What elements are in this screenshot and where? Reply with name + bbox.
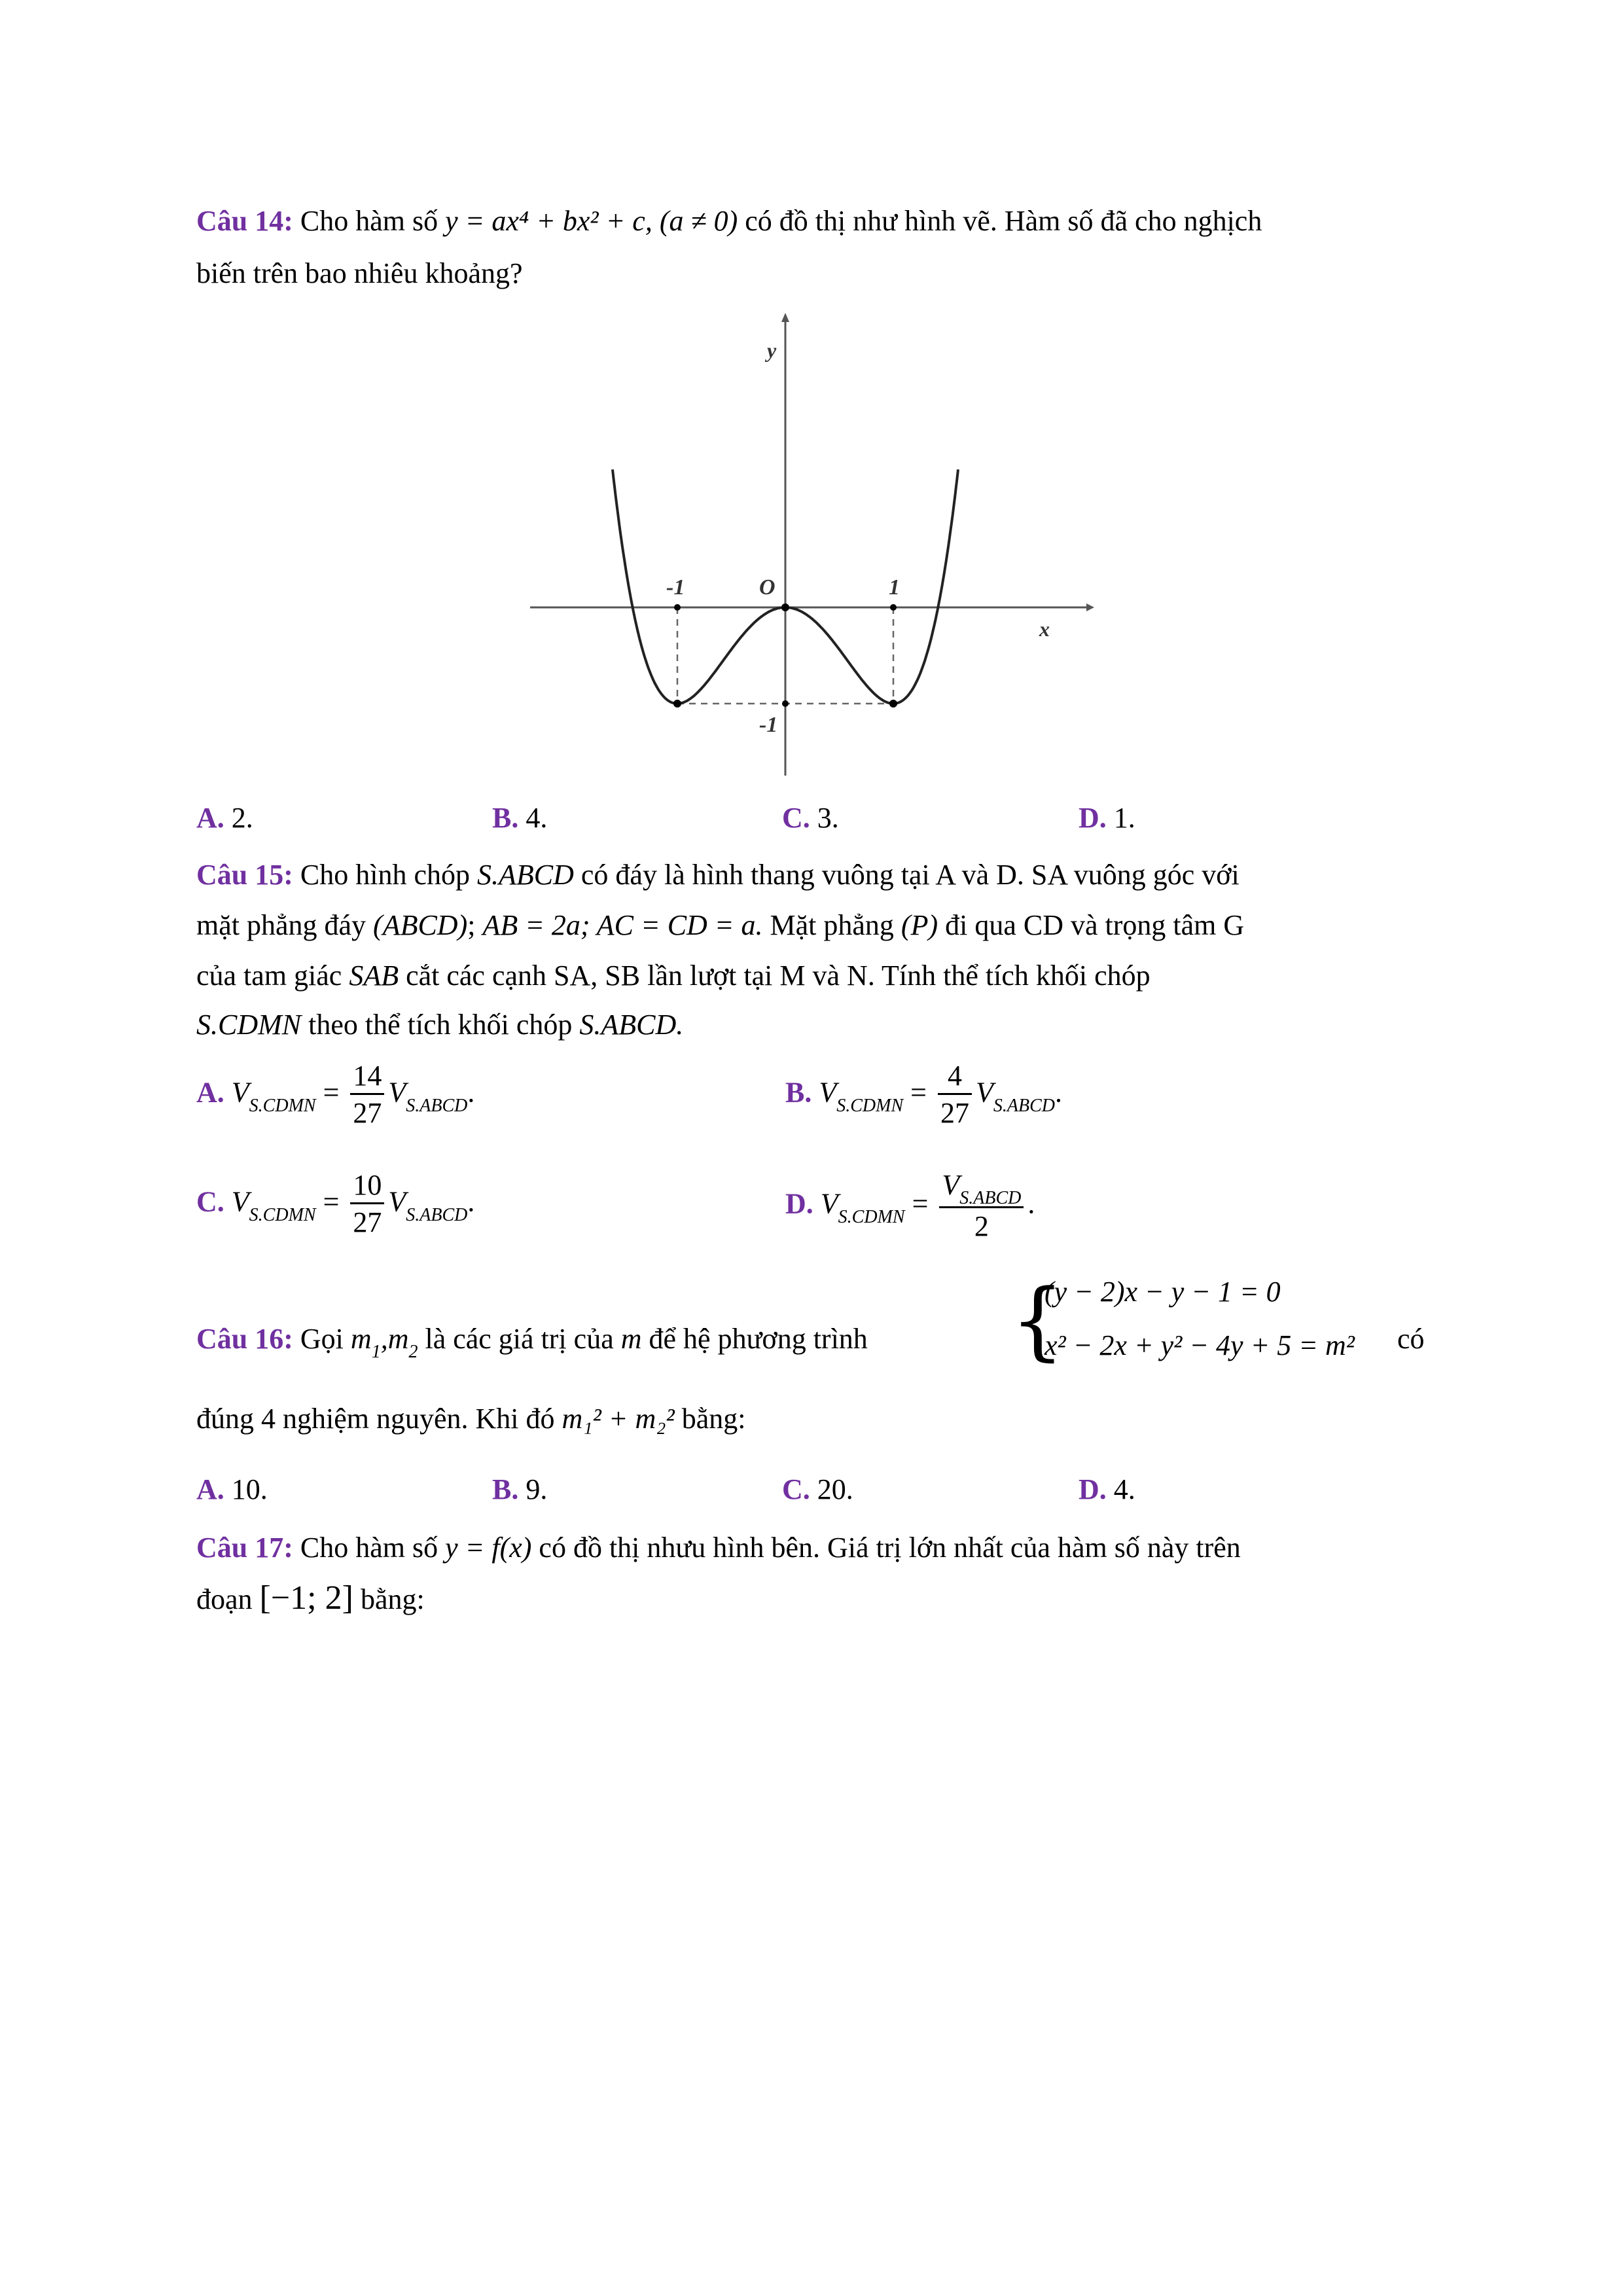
q15-option-c[interactable]: C. $V_{S.CDMN}$ = $\frac{10}{27}$ $V_{S.ABCD}$.: [196, 1168, 474, 1241]
q15-option-a[interactable]: A. $V_{S.CDMN}$ = $\frac{14}{27}$ $V_{S.ABCD}$.: [196, 1059, 474, 1132]
q16-option-c[interactable]: C. 20.: [782, 1473, 853, 1505]
q16-math: m₁² + m₂²: [562, 1403, 675, 1435]
q17-text: đoạn: [196, 1583, 253, 1615]
q15-text: cắt các cạnh SA, SB lần lượt tại M và N. Tính thể tích khối chóp: [406, 960, 1150, 992]
q16-line1: [196, 1319, 868, 1363]
point-pos1-x: [890, 604, 897, 611]
q15-line4: [196, 1005, 683, 1045]
fraction: $\frac{4}{27}$: [938, 1059, 972, 1132]
q16-text: bằng:: [681, 1403, 746, 1435]
q14-option-a[interactable]: A. 2.: [196, 802, 253, 834]
q16-system: [1010, 1270, 1412, 1388]
q14-graph: [510, 308, 1099, 779]
q17-line2: [196, 1579, 425, 1619]
q14-label: Câu 14:: [196, 205, 293, 237]
fraction: $\frac{10}{27}$: [350, 1168, 384, 1241]
q17-label: Câu 17:: [196, 1532, 293, 1564]
point-min-right: [889, 700, 897, 708]
q14-line2: [196, 254, 523, 293]
origin-label: O: [759, 575, 776, 600]
q16-text: Gọi: [300, 1323, 344, 1355]
point-origin: [781, 603, 789, 611]
q17-math: [−1; 2]: [259, 1579, 353, 1617]
q15-line2: [196, 906, 1244, 945]
q15-math: S.CDMN: [196, 1009, 302, 1041]
q15-line1: [196, 855, 1240, 895]
q14-text-b: có đồ thị như hình vẽ. Hàm số đã cho nghịch: [745, 205, 1262, 237]
brace-icon: {: [1010, 1270, 1065, 1370]
tick-y-neg1-label: -1: [759, 713, 778, 737]
q17-text: bằng:: [360, 1583, 425, 1615]
x-label: x: [1039, 617, 1050, 641]
q16-sub: 1: [371, 1342, 381, 1362]
q16-text: đúng 4 nghiệm nguyên. Khi đó: [196, 1403, 555, 1435]
q16-math: m: [620, 1323, 642, 1355]
q16-text: là các giá trị của: [425, 1323, 614, 1355]
q15-label: Câu 15:: [196, 859, 293, 891]
q15-math: (P): [901, 909, 938, 941]
q15-text: mặt phẳng đáy: [196, 909, 366, 941]
q15-math: S.ABCD: [477, 859, 574, 891]
q16-text: để hệ phương trình: [649, 1323, 868, 1355]
q16-option-b[interactable]: B. 9.: [492, 1473, 548, 1505]
q16-option-a[interactable]: A. 10.: [196, 1473, 268, 1505]
q15-line3: [196, 956, 1150, 996]
q15-math: (ABCD): [373, 909, 468, 941]
q17-math: y = f(x): [445, 1532, 532, 1564]
tick-neg1-label: -1: [666, 575, 685, 600]
q16-line2: [196, 1399, 746, 1439]
y-axis-arrow-icon: [781, 313, 789, 322]
point-neg1-y: [782, 700, 789, 707]
q16-text-d: có: [1397, 1323, 1425, 1355]
q15-text: của tam giác: [196, 960, 342, 992]
q15-text: Cho hình chóp: [300, 859, 471, 891]
q14-text-a: Cho hàm số: [300, 205, 438, 237]
q15-math: SAB: [349, 960, 399, 992]
x-axis-arrow-icon: [1086, 603, 1094, 611]
q15-text: theo thể tích khối chóp: [308, 1009, 573, 1041]
q17-text: Cho hàm số: [300, 1532, 438, 1564]
tick-pos1-label: 1: [889, 575, 900, 600]
q15-math: S.ABCD.: [579, 1009, 684, 1041]
q15-text: có đáy là hình thang vuông tại A và D. SA vuông góc với: [580, 859, 1240, 891]
point-neg1-x: [674, 604, 681, 611]
q15-text: Mặt phẳng: [770, 909, 894, 941]
q16-math: m: [350, 1323, 372, 1355]
q15-option-d[interactable]: D. $V_{S.CDMN}$ = $\frac{V_{S.ABCD}}{2}$ .: [785, 1168, 1035, 1245]
q16-math: ,m: [380, 1323, 409, 1355]
q15-math: AB = 2a; AC = CD = a.: [482, 909, 763, 941]
q14-option-d[interactable]: D. 1.: [1079, 802, 1135, 834]
q14-option-c[interactable]: C. 3.: [782, 802, 839, 834]
q14-option-b[interactable]: B. 4.: [492, 802, 548, 834]
y-label: y: [767, 338, 777, 362]
q16-eq1: (y − 2)x − y − 1 = 0: [1044, 1276, 1281, 1308]
q15-option-b[interactable]: B. $V_{S.CDMN}$ = $\frac{4}{27}$ $V_{S.ABCD}$.: [785, 1059, 1062, 1132]
q14-line1: [196, 202, 1262, 241]
q15-text: đi qua CD và trọng tâm G: [945, 909, 1245, 941]
fraction: $\frac{14}{27}$: [350, 1059, 384, 1132]
q17-line1: [196, 1528, 1241, 1568]
q15-text: ;: [467, 909, 476, 941]
q16-sub: 2: [408, 1342, 418, 1362]
q14-text-c: biến trên bao nhiêu khoảng?: [196, 257, 523, 289]
fraction: $\frac{V_{S.ABCD}}{2}$: [939, 1168, 1024, 1245]
q16-option-d[interactable]: D. 4.: [1079, 1473, 1135, 1505]
q14-formula: y = ax⁴ + bx² + c, (a ≠ 0): [445, 205, 738, 237]
q16-label: Câu 16:: [196, 1323, 293, 1355]
q17-text: có đồ thị nhưu hình bên. Giá trị lớn nhất của hàm số này trên: [539, 1532, 1241, 1564]
q16-eq2: x² − 2x + y² − 4y + 5 = m²: [1044, 1329, 1355, 1361]
point-min-left: [673, 700, 681, 708]
